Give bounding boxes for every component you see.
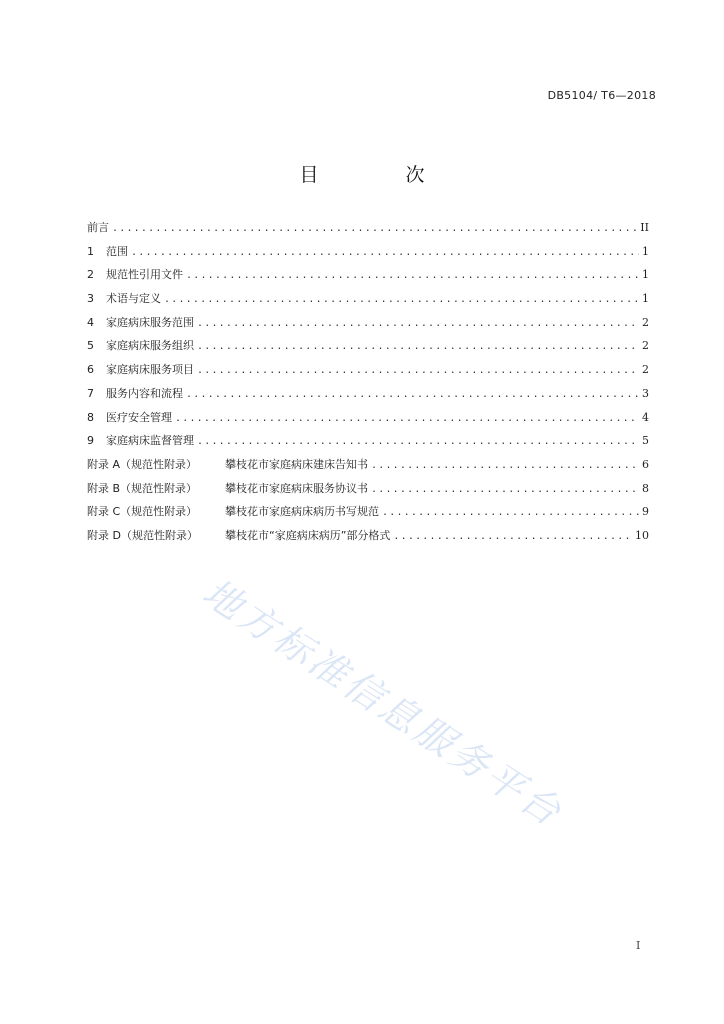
toc-entry-service-process[interactable]	[87, 382, 649, 406]
document-code: DB5104/ T6—2018	[547, 89, 656, 102]
toc-entry-text: 攀枝花市“家庭病床病历”部分格式	[225, 528, 391, 542]
watermark: 地方标准信息服务平台	[194, 570, 572, 836]
toc-leader-dots	[197, 359, 639, 383]
toc-entry-service-items[interactable]	[87, 358, 649, 382]
toc-entry-page: 9	[642, 505, 649, 519]
toc-entry-label	[87, 358, 194, 382]
toc-title: 目 次	[299, 164, 459, 186]
toc-entry-label	[87, 311, 194, 335]
toc-entry-text: 家庭病床服务组织	[106, 339, 194, 353]
toc-entry-label	[87, 263, 183, 287]
toc-leader-dots	[112, 217, 637, 241]
toc-entry-label	[87, 524, 390, 548]
toc-annex-a[interactable]	[87, 453, 649, 477]
toc-entry-page: 6	[642, 457, 649, 471]
toc-entry-number: 8	[87, 410, 94, 424]
toc-entry-page: 2	[642, 339, 649, 353]
toc-annex-prefix: 附录 C（规范性附录）	[87, 505, 198, 519]
toc-entry-page: 5	[642, 434, 649, 448]
toc-entry-page: 8	[642, 481, 649, 495]
toc-entry-page: 1	[642, 268, 649, 282]
toc-leader-dots	[382, 501, 639, 525]
toc-entry-label	[87, 453, 368, 477]
toc-annex-prefix: 附录 A（规范性附录）	[87, 457, 198, 471]
toc-entry-number: 4	[87, 315, 94, 329]
toc-leader-dots	[131, 241, 639, 265]
toc-leader-dots	[186, 264, 639, 288]
toc-annex-c[interactable]	[87, 500, 649, 524]
toc-entry-text: 攀枝花市家庭病床病历书写规范	[225, 505, 379, 519]
toc-entry-number: 5	[87, 339, 94, 353]
toc-leader-dots	[186, 383, 639, 407]
toc-entry-text: 范围	[106, 244, 128, 258]
toc-leader-dots	[197, 335, 639, 359]
toc-entry-foreword[interactable]	[87, 216, 649, 240]
toc-annex-prefix: 附录 D（规范性附录）	[87, 528, 198, 542]
toc-entry-page: 1	[642, 292, 649, 306]
toc-entry-page: 2	[642, 363, 649, 377]
toc-leader-dots	[371, 478, 639, 502]
toc-entry-scope[interactable]	[87, 240, 649, 264]
toc-entry-page: 1	[642, 244, 649, 258]
toc-entry-text: 术语与定义	[106, 292, 161, 306]
toc-entry-page: II	[640, 221, 649, 234]
toc-entry-page: 2	[642, 315, 649, 329]
toc-entry-page: 4	[642, 410, 649, 424]
toc-entry-label	[87, 500, 379, 524]
toc-entry-label: 前言	[87, 221, 109, 234]
toc-entry-text: 家庭病床服务项目	[106, 363, 194, 377]
toc-leader-dots	[164, 288, 639, 312]
toc-entry-number: 9	[87, 434, 94, 448]
toc-entry-terms[interactable]	[87, 287, 649, 311]
toc-leader-dots	[197, 312, 639, 336]
toc-entry-supervision[interactable]	[87, 429, 649, 453]
toc-entry-number: 2	[87, 268, 94, 282]
toc-leader-dots	[197, 430, 639, 454]
toc-entry-normative-references[interactable]	[87, 263, 649, 287]
toc-leader-dots	[175, 407, 639, 431]
toc-entry-text: 医疗安全管理	[106, 410, 172, 424]
toc-entry-number: 3	[87, 292, 94, 306]
toc-entry-label	[87, 287, 161, 311]
toc-entry-label	[87, 334, 194, 358]
toc-annex-b[interactable]	[87, 477, 649, 501]
toc-annex-d[interactable]	[87, 524, 649, 548]
toc-entry-page: 10	[635, 528, 649, 542]
toc-entry-label	[87, 406, 172, 430]
toc-entry-text: 攀枝花市家庭病床服务协议书	[225, 481, 368, 495]
toc-entry-number: 7	[87, 386, 94, 400]
toc-entry-safety-management[interactable]	[87, 406, 649, 430]
toc-entry-page: 3	[642, 386, 649, 400]
table-of-contents	[87, 216, 649, 548]
toc-entry-text: 攀枝花市家庭病床建床告知书	[225, 457, 368, 471]
toc-leader-dots	[371, 454, 639, 478]
toc-annex-prefix: 附录 B（规范性附录）	[87, 481, 198, 495]
toc-entry-number: 1	[87, 244, 94, 258]
toc-entry-label	[87, 382, 183, 406]
toc-entry-label	[87, 240, 128, 264]
toc-leader-dots	[393, 525, 632, 549]
page-number: I	[636, 939, 641, 952]
toc-entry-number: 6	[87, 363, 94, 377]
toc-entry-text: 家庭病床服务范围	[106, 315, 194, 329]
toc-entry-text: 家庭病床监督管理	[106, 434, 194, 448]
toc-entry-service-scope[interactable]	[87, 311, 649, 335]
toc-entry-text: 服务内容和流程	[106, 386, 183, 400]
toc-entry-label	[87, 429, 194, 453]
toc-entry-text: 规范性引用文件	[106, 268, 183, 282]
toc-entry-service-organization[interactable]	[87, 334, 649, 358]
toc-entry-label	[87, 477, 368, 501]
